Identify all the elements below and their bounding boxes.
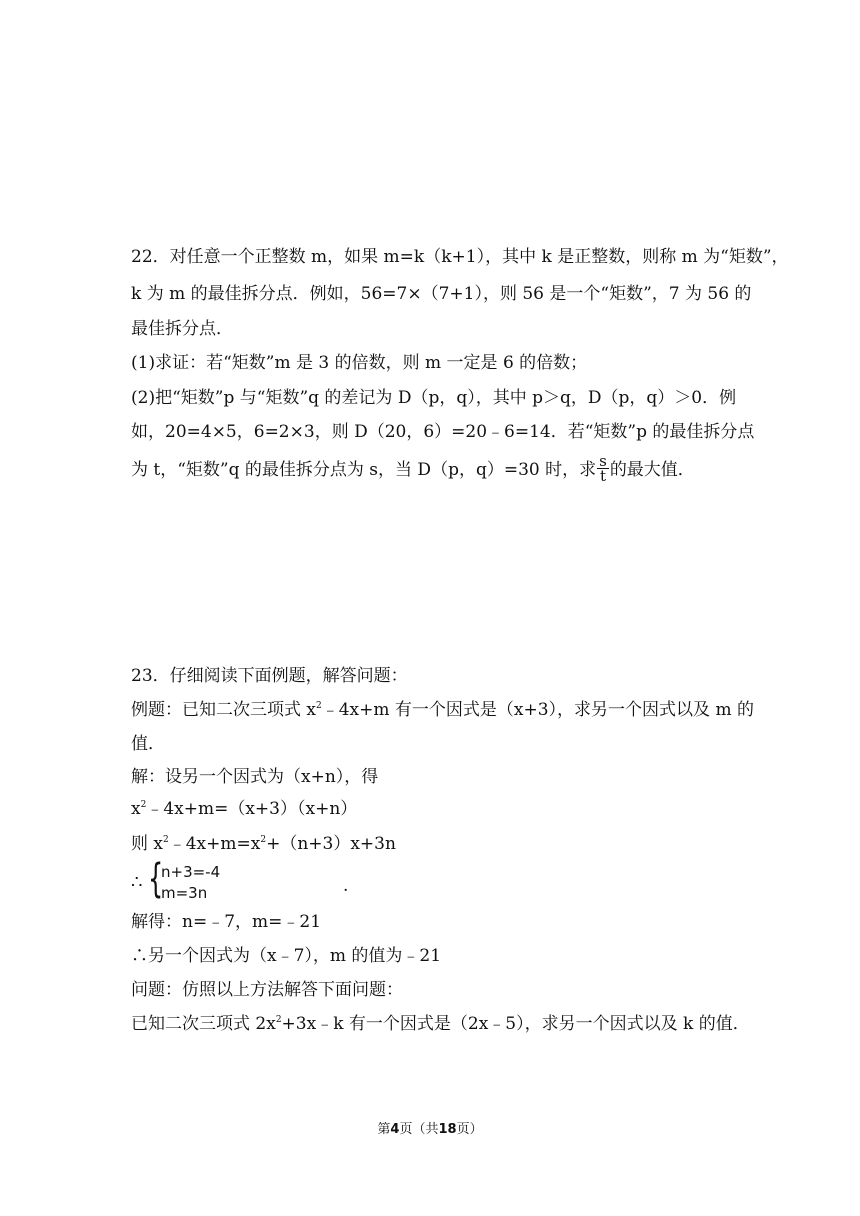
q22-part-2-line-3-text: 为 t，“矩数”q 的最佳拆分点为 s，当 D（p，q）=30 时，求: [131, 460, 597, 480]
q23-solution-2: [131, 798, 357, 820]
footer-total-pages: 18: [438, 1122, 457, 1137]
q23-solution-3: [131, 833, 396, 855]
q23-solution-2-a: x: [131, 799, 141, 819]
system-equation-1: n+3=-4: [161, 863, 221, 881]
q22-part-2-line-1: (2)把“矩数”p 与“矩数”q 的差记为 D（p，q），其中 p＞q，D（p，q）＞0．例: [131, 388, 737, 408]
q23-example-text-b: ﹣4x+m 有一个因式是（x+3），求另一个因式以及 m 的: [321, 700, 754, 720]
q22-line-2: k 为 m 的最佳拆分点．例如，56=7×（7+1），则 56 是一个“矩数”，7 为 56 的: [131, 284, 752, 304]
q23-solution-1: 解：设另一个因式为（x+n），得: [131, 767, 379, 787]
q23-solution-3-a: 则 x: [131, 834, 163, 854]
q22-part-2-line-3-end: 的最大值．: [609, 460, 695, 480]
system-end-period: .: [343, 876, 349, 896]
q22-part-1: (1)求证：若“矩数”m 是 3 的倍数，则 m 一定是 6 的倍数；: [131, 353, 588, 373]
fraction-numerator: s: [599, 452, 607, 470]
fraction-denominator: t: [599, 467, 606, 485]
therefore-symbol: ∴: [131, 872, 143, 893]
footer-middle: 页（共: [399, 1122, 439, 1137]
q23-example-line-2: 值．: [131, 734, 165, 754]
footer-page-number: 4: [390, 1122, 400, 1137]
left-brace-icon: {: [148, 856, 164, 902]
q23-solution-3-b: ﹣4x+m=x: [168, 834, 261, 854]
q22-line-3: 最佳拆分点．: [131, 319, 233, 339]
superscript: 2: [163, 835, 169, 845]
q23-example-text-a: 例题：已知二次三项式 x: [131, 700, 316, 720]
q22-part-2-line-2: 如，20=4×5，6=2×3，则 D（20，6）=20﹣6=14．若“矩数”p 的最佳拆分点: [131, 422, 755, 442]
q23-solution-5: 解得：n=﹣7，m=﹣21: [131, 912, 322, 932]
footer-suffix: 页）: [456, 1122, 483, 1137]
q22-part-2-line-3: [131, 452, 695, 485]
superscript: 2: [316, 701, 322, 711]
q22-line-1: 22．对任意一个正整数 m，如果 m=k（k+1），其中 k 是正整数，则称 m 为“矩数”，: [131, 247, 789, 267]
q23-task-b: +3x﹣k 有一个因式是（2x﹣5），求另一个因式以及 k 的值．: [281, 1014, 750, 1034]
q23-solution-6: ∴另一个因式为（x﹣7），m 的值为﹣21: [131, 946, 442, 966]
q23-task-a: 已知二次三项式 2x: [131, 1014, 276, 1034]
superscript: 2: [140, 800, 147, 810]
q23-task: [131, 1013, 750, 1035]
q23-solution-2-b: ﹣4x+m=（x+3）（x+n）: [146, 799, 358, 819]
page-footer: [0, 1118, 860, 1137]
q23-example-line-1: [131, 699, 754, 721]
fraction-s-over-t: [597, 454, 609, 483]
system-equation-2: m=3n: [161, 884, 208, 902]
superscript: 2: [275, 1015, 282, 1025]
q23-problem: 问题：仿照以上方法解答下面问题：: [131, 980, 403, 1000]
q23-solution-3-c: +（n+3）x+3n: [266, 834, 396, 854]
footer-prefix: 第: [377, 1122, 391, 1137]
superscript: 2: [260, 835, 267, 845]
q23-title: 23．仔细阅读下面例题，解答问题：: [131, 666, 408, 686]
